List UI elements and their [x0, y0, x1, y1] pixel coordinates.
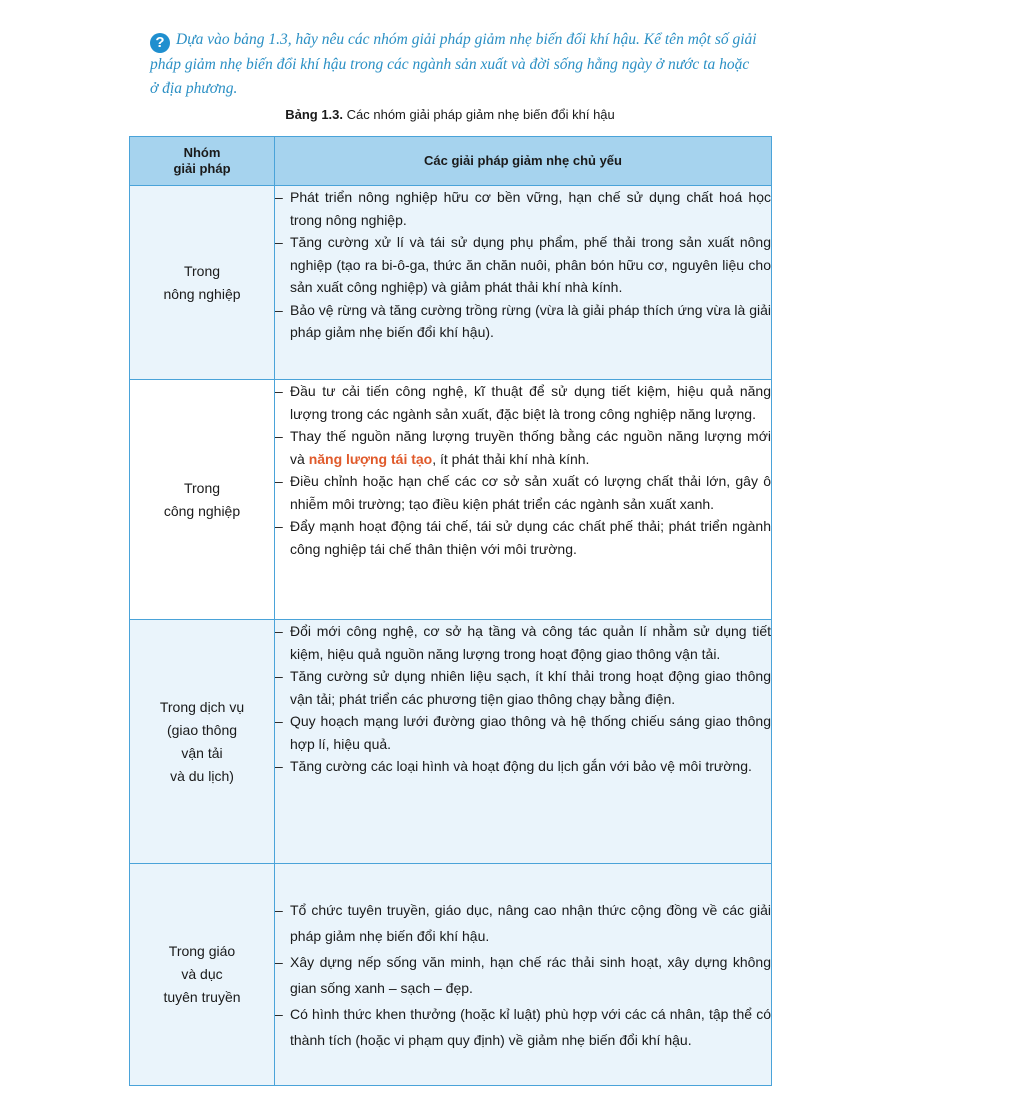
- list-item: – Đổi mới công nghệ, cơ sở hạ tầng và công tác quản lí nhằm sử dụng tiết kiệm, hiệu quả nguồn năng lượng trong hoạt động giao thông vận tải.: [275, 620, 771, 665]
- list-item: – Điều chỉnh hoặc hạn chế các cơ sở sản xuất có lượng chất thải lớn, gây ô nhiễm môi trường; tạo điều kiện phát triển các ngành sản xuất xanh.: [275, 470, 771, 515]
- group-label-line: và dục: [181, 966, 223, 982]
- table-row: [130, 864, 772, 1086]
- table-caption-label: Bảng 1.3.: [285, 107, 344, 122]
- group-label-line: Trong: [183, 479, 221, 496]
- list-item: – Tổ chức tuyên truyền, giáo dục, nâng cao nhận thức cộng đồng về các giải pháp giảm nhẹ biến đổi khí hậu.: [275, 897, 771, 949]
- header-group: [130, 137, 275, 186]
- table-caption: [0, 107, 900, 122]
- list-item: – Đẩy mạnh hoạt động tái chế, tái sử dụng các chất phế thải; phát triển ngành công nghiệp tái chế thân thiện với môi trường.: [275, 515, 771, 560]
- solutions-table: [129, 136, 772, 1086]
- table-row: [130, 186, 772, 380]
- group-label-line: vận tải: [181, 744, 223, 761]
- list-item: [275, 425, 771, 470]
- table-caption-text: Các nhóm giải pháp giảm nhẹ biến đổi khí hậu: [343, 107, 615, 122]
- list-item: – Xây dựng nếp sống văn minh, hạn chế rác thải sinh hoạt, xây dựng không gian sống xanh – sạch – đẹp.: [275, 949, 771, 1001]
- solutions-cell-services: [275, 620, 772, 864]
- header-solutions: Các giải pháp giảm nhẹ chủ yếu: [275, 137, 772, 186]
- table-header-row: [130, 137, 772, 186]
- group-cell-services: [130, 620, 275, 864]
- solutions-cell-industry: [275, 380, 772, 620]
- list-item: – Tăng cường sử dụng nhiên liệu sạch, ít khí thải trong hoạt động giao thông vận tải; phát triển các phương tiện giao thông chạy bằng điện.: [275, 665, 771, 710]
- solutions-cell-agriculture: [275, 186, 772, 380]
- list-item: – Đầu tư cải tiến công nghệ, kĩ thuật để sử dụng tiết kiệm, hiệu quả năng lượng trong các ngành sản xuất, đặc biệt là trong công nghiệp năng lượng.: [275, 380, 771, 425]
- group-label-line: Trong: [183, 262, 221, 279]
- header-group-line2: giải pháp: [173, 161, 231, 176]
- list-item: – Có hình thức khen thưởng (hoặc kỉ luật) phù hợp với các cá nhân, tập thể có thành tích (hoặc vi phạm quy định) về giảm nhẹ biến đổi khí hậu.: [275, 1001, 771, 1053]
- list-item-text: Thay thế nguồn năng lượng truyền thống bằng các nguồn năng lượng mới và: [290, 428, 771, 467]
- list-item: – Bảo vệ rừng và tăng cường trồng rừng (vừa là giải pháp thích ứng vừa là giải pháp giảm nhẹ biến đổi khí hậu).: [275, 299, 771, 344]
- group-cell-industry: [130, 380, 275, 620]
- group-label-line: nông nghiệp: [163, 285, 241, 302]
- solutions-cell-education: [275, 864, 772, 1086]
- question-text: Dựa vào bảng 1.3, hãy nêu các nhóm giải pháp giảm nhẹ biến đổi khí hậu. Kể tên một số giải pháp giảm nhẹ biến đổi khí hậu trong các ngành sản xuất và đời sống hằng ngày ở nước ta hoặc ở địa phương.: [150, 31, 757, 97]
- group-label-line: (giao thông: [166, 721, 238, 738]
- group-label-line: Trong dịch vụ: [159, 698, 245, 715]
- group-label-line: và du lịch): [170, 767, 234, 784]
- list-item: – Quy hoạch mạng lưới đường giao thông và hệ thống chiếu sáng giao thông hợp lí, hiệu quả.: [275, 710, 771, 755]
- question-prompt: [150, 28, 760, 100]
- list-item: – Phát triển nông nghiệp hữu cơ bền vững, hạn chế sử dụng chất hoá học trong nông nghiệp.: [275, 186, 771, 231]
- group-cell-agriculture: [130, 186, 275, 380]
- list-item: – Tăng cường các loại hình và hoạt động du lịch gắn với bảo vệ môi trường.: [275, 755, 771, 778]
- group-label-line: công nghiệp: [163, 502, 241, 519]
- table-row: [130, 620, 772, 864]
- group-label-line: Trong giáo: [168, 943, 236, 959]
- group-label-line: tuyên truyền: [163, 989, 241, 1005]
- header-group-line1: Nhóm: [183, 145, 221, 160]
- group-cell-education: [130, 864, 275, 1086]
- highlight-term: năng lượng tái tạo: [308, 450, 433, 467]
- table-row: [130, 380, 772, 620]
- question-mark-icon: ?: [150, 33, 170, 53]
- list-item-text: , ít phát thải khí nhà kính.: [432, 450, 590, 467]
- list-item: – Tăng cường xử lí và tái sử dụng phụ phẩm, phế thải trong sản xuất nông nghiệp (tạo ra bi-ô-ga, thức ăn chăn nuôi, phân bón hữu cơ, nguyên liệu cho sản xuất công nghiệp) và giảm phát thải khí nhà kính.: [275, 231, 771, 299]
